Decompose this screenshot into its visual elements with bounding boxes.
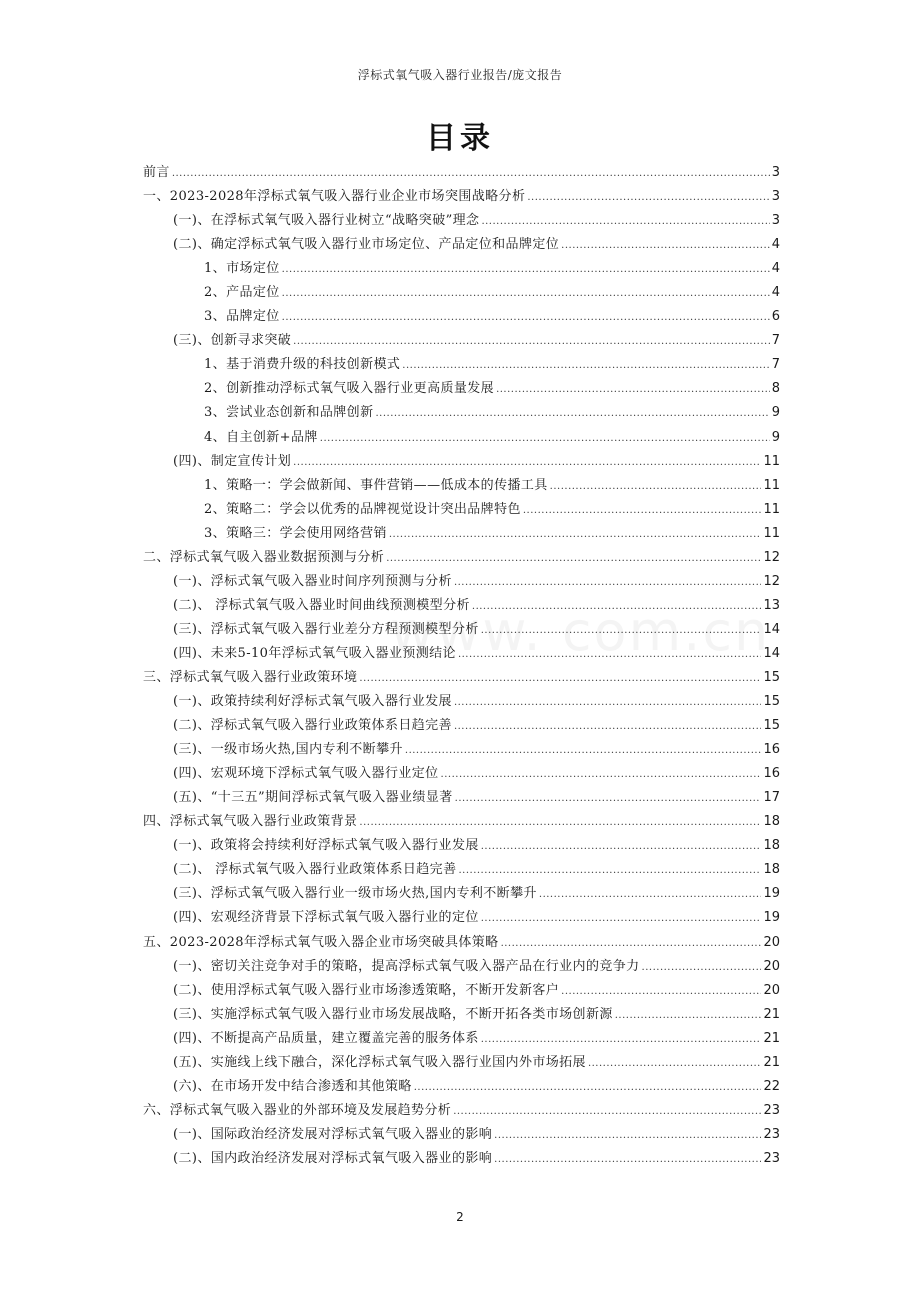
- toc-entry-page: 20: [763, 934, 780, 950]
- toc-entry[interactable]: [143, 834, 780, 858]
- toc-entry[interactable]: [143, 161, 780, 185]
- toc-entry-page: 21: [763, 1054, 780, 1070]
- toc-dot-leader: [472, 595, 762, 619]
- toc-entry[interactable]: [143, 257, 780, 281]
- toc-dot-leader: [172, 162, 770, 186]
- toc-entry-page: 19: [763, 910, 780, 926]
- toc-entry[interactable]: [143, 401, 780, 425]
- toc-entry-page: 9: [771, 429, 780, 445]
- toc-entry[interactable]: [143, 594, 780, 618]
- toc-entry-title[interactable]: (四)、未来5-10年浮标式氧气吸入器业预测结论: [173, 645, 456, 661]
- toc-dot-leader: [496, 378, 770, 402]
- toc-entry[interactable]: [143, 618, 780, 642]
- toc-dot-leader: [458, 643, 762, 667]
- toc-entry[interactable]: [143, 955, 780, 979]
- toc-entry-page: 11: [763, 477, 780, 493]
- toc-entry-page: 7: [771, 333, 780, 349]
- toc-entry[interactable]: [143, 882, 780, 906]
- toc-dot-leader: [550, 475, 762, 499]
- toc-dot-leader: [494, 1148, 761, 1172]
- toc-dot-leader: [588, 1052, 762, 1076]
- toc-dot-leader: [481, 1028, 762, 1052]
- toc-dot-leader: [441, 763, 762, 787]
- toc-entry-title[interactable]: 1、基于消费升级的科技创新模式: [204, 357, 401, 373]
- toc-entry-page: 23: [763, 1126, 780, 1142]
- page-title: 目录: [426, 121, 494, 156]
- toc-entry-page: 12: [763, 549, 780, 565]
- toc-entry-title[interactable]: 一、2023-2028年浮标式氧气吸入器行业企业市场突围战略分析: [143, 189, 526, 205]
- toc-entry[interactable]: [143, 1027, 780, 1051]
- toc-dot-leader: [615, 1004, 762, 1028]
- toc-entry-page: 7: [771, 357, 780, 373]
- toc-entry-page: 18: [763, 862, 780, 878]
- toc-dot-leader: [523, 499, 762, 523]
- toc-dot-leader: [359, 667, 761, 691]
- toc-entry-title[interactable]: 2、创新推动浮标式氧气吸入器行业更高质量发展: [204, 381, 495, 397]
- toc-entry[interactable]: [143, 498, 780, 522]
- toc-entry-title[interactable]: (六)、在市场开发中结合渗透和其他策略: [173, 1078, 412, 1094]
- toc-dot-leader: [481, 619, 762, 643]
- toc-dot-leader: [320, 427, 770, 451]
- toc-entry-title[interactable]: (一)、浮标式氧气吸入器业时间序列预测与分析: [173, 573, 452, 589]
- toc-entry-title[interactable]: (四)、不断提高产品质量，建立覆盖完善的服务体系: [173, 1030, 479, 1046]
- toc-entry-title[interactable]: (五)、“十三五”期间浮标式氧气吸入器业绩显著: [173, 790, 453, 806]
- toc-entry-title[interactable]: (四)、制定宣传计划: [173, 453, 292, 469]
- toc-entry-title[interactable]: (一)、在浮标式氧气吸入器行业树立“战略突破”理念: [173, 213, 480, 229]
- toc-entry[interactable]: [143, 786, 780, 810]
- toc-dot-leader: [458, 859, 761, 883]
- toc-entry[interactable]: [143, 738, 780, 762]
- toc-entry-title[interactable]: (二)、 浮标式氧气吸入器行业政策体系日趋完善: [173, 862, 457, 878]
- toc-entry-page: 16: [763, 742, 780, 758]
- toc-entry[interactable]: [143, 233, 780, 257]
- toc-entry-title[interactable]: (一)、国际政治经济发展对浮标式氧气吸入器业的影响: [173, 1126, 493, 1142]
- toc-entry-title[interactable]: 四、浮标式氧气吸入器行业政策背景: [143, 814, 358, 830]
- toc-dot-leader: [414, 1076, 762, 1100]
- toc-entry[interactable]: [143, 329, 780, 353]
- toc-entry-page: 14: [763, 645, 780, 661]
- toc-dot-leader: [402, 354, 769, 378]
- toc-entry[interactable]: [143, 931, 780, 955]
- toc-entry-page: 6: [771, 309, 780, 325]
- toc-entry[interactable]: [143, 281, 780, 305]
- toc-entry-page: 11: [763, 453, 780, 469]
- toc-entry[interactable]: [143, 690, 780, 714]
- toc-entry-title[interactable]: (二)、 浮标式氧气吸入器业时间曲线预测模型分析: [173, 597, 470, 613]
- toc-entry-title[interactable]: 三、浮标式氧气吸入器行业政策环境: [143, 669, 358, 685]
- toc-entry-page: 12: [763, 573, 780, 589]
- toc-entry-title[interactable]: (二)、国内政治经济发展对浮标式氧气吸入器业的影响: [173, 1150, 493, 1166]
- toc-entry[interactable]: [143, 377, 780, 401]
- toc-entry-page: 16: [763, 766, 780, 782]
- toc-entry[interactable]: [143, 858, 780, 882]
- toc-entry-page: 3: [771, 213, 780, 229]
- toc-entry-page: 15: [763, 694, 780, 710]
- toc-entry-title[interactable]: (四)、宏观环境下浮标式氧气吸入器行业定位: [173, 766, 439, 782]
- toc-entry[interactable]: [143, 426, 780, 450]
- toc-entry-title[interactable]: (五)、实施线上线下融合，深化浮标式氧气吸入器行业国内外市场拓展: [173, 1054, 586, 1070]
- toc-entry-title[interactable]: 2、策略二：学会以优秀的品牌视觉设计突出品牌特色: [204, 501, 521, 517]
- toc-entry-page: 4: [771, 261, 780, 277]
- toc-entry[interactable]: [143, 1147, 780, 1171]
- toc-dot-leader: [405, 739, 762, 763]
- toc-entry-title[interactable]: (一)、政策将会持续利好浮标式氧气吸入器行业发展: [173, 838, 479, 854]
- toc-entry-page: 20: [763, 982, 780, 998]
- toc-entry-page: 3: [771, 165, 780, 180]
- toc-entry-title[interactable]: 六、浮标式氧气吸入器业的外部环境及发展趋势分析: [143, 1102, 452, 1118]
- toc-entry[interactable]: [143, 906, 780, 930]
- toc-entry-page: 23: [763, 1150, 780, 1166]
- toc-entry-page: 11: [763, 501, 780, 517]
- toc-entry[interactable]: [143, 714, 780, 738]
- toc-entry-title[interactable]: 3、尝试业态创新和品牌创新: [204, 405, 374, 421]
- toc-entry[interactable]: [143, 1099, 780, 1123]
- toc-entry-title[interactable]: 五、2023-2028年浮标式氧气吸入器企业市场突破具体策略: [143, 934, 499, 950]
- toc-entry-page: 20: [763, 958, 780, 974]
- toc-entry[interactable]: [143, 979, 780, 1003]
- toc-entry[interactable]: [143, 666, 780, 690]
- toc-dot-leader: [453, 1100, 761, 1124]
- toc-dot-leader: [642, 956, 762, 980]
- toc-entry[interactable]: [143, 209, 780, 233]
- toc-entry-page: 15: [763, 718, 780, 734]
- toc-entry[interactable]: [143, 353, 780, 377]
- toc-entry[interactable]: [143, 1051, 780, 1075]
- toc-dot-leader: [494, 1124, 761, 1148]
- toc-dot-leader: [454, 715, 762, 739]
- toc-entry-title[interactable]: (一)、政策持续利好浮标式氧气吸入器行业发展: [173, 694, 452, 710]
- toc-entry-title[interactable]: 前言: [143, 165, 170, 180]
- toc-dot-leader: [282, 282, 770, 306]
- toc-entry[interactable]: [143, 474, 780, 498]
- toc-entry-page: 14: [763, 621, 780, 637]
- toc-dot-leader: [386, 547, 761, 571]
- toc-entry-title[interactable]: 二、浮标式氧气吸入器业数据预测与分析: [143, 549, 385, 565]
- toc-entry-title[interactable]: (三)、一级市场火热,国内专利不断攀升: [173, 742, 403, 758]
- toc-entry-title[interactable]: 2、产品定位: [204, 285, 280, 301]
- toc-entry[interactable]: [143, 185, 780, 209]
- toc-entry-page: 3: [771, 189, 780, 205]
- toc-entry-title[interactable]: 3、品牌定位: [204, 309, 280, 325]
- toc-entry[interactable]: [143, 522, 780, 546]
- toc-entry-page: 13: [763, 597, 780, 613]
- toc-entry-page: 8: [771, 381, 780, 397]
- toc-entry[interactable]: [143, 810, 780, 834]
- toc-entry-page: 21: [763, 1030, 780, 1046]
- toc-dot-leader: [501, 932, 762, 956]
- toc-dot-leader: [561, 234, 770, 258]
- toc-entry-page: 22: [763, 1078, 780, 1094]
- toc-entry-page: 18: [763, 814, 780, 830]
- toc-dot-leader: [481, 907, 762, 931]
- toc-entry-page: 19: [763, 886, 780, 902]
- toc-entry[interactable]: [143, 305, 780, 329]
- toc-entry-title[interactable]: (三)、浮标式氧气吸入器行业一级市场火热,国内专利不断攀升: [173, 886, 537, 902]
- toc-entry-page: 4: [771, 285, 780, 301]
- toc-entry-title[interactable]: 3、策略三：学会使用网络营销: [204, 525, 387, 541]
- toc-dot-leader: [293, 451, 761, 475]
- toc-dot-leader: [481, 210, 769, 234]
- toc-dot-leader: [481, 835, 762, 859]
- toc-entry[interactable]: [143, 762, 780, 786]
- toc-dot-leader: [375, 402, 769, 426]
- toc-entry-title[interactable]: (二)、浮标式氧气吸入器行业政策体系日趋完善: [173, 718, 452, 734]
- toc-entry[interactable]: [143, 1123, 780, 1147]
- toc-dot-leader: [389, 523, 762, 547]
- toc-entry-page: 17: [763, 790, 780, 806]
- toc-entry-page: 4: [771, 237, 780, 253]
- toc-dot-leader: [282, 258, 770, 282]
- toc-entry-title[interactable]: (三)、浮标式氧气吸入器行业差分方程预测模型分析: [173, 621, 479, 637]
- page-number: 2: [456, 1210, 464, 1224]
- toc-entry-title[interactable]: 4、自主创新+品牌: [204, 429, 318, 445]
- toc-entry-title[interactable]: (二)、确定浮标式氧气吸入器行业市场定位、产品定位和品牌定位: [173, 237, 560, 253]
- toc-entry-title[interactable]: (三)、创新寻求突破: [173, 333, 292, 349]
- page-header: 浮标式氧气吸入器行业报告/庞文报告: [357, 68, 563, 82]
- toc-entry[interactable]: [143, 642, 780, 666]
- toc-dot-leader: [282, 306, 770, 330]
- table-of-contents: [143, 161, 780, 1171]
- toc-entry-title[interactable]: (三)、实施浮标式氧气吸入器行业市场发展战略，不断开拓各类市场创新源: [173, 1006, 613, 1022]
- toc-entry-page: 9: [771, 405, 780, 421]
- toc-entry-title[interactable]: 1、市场定位: [204, 261, 280, 277]
- toc-entry[interactable]: [143, 570, 780, 594]
- toc-entry-page: 21: [763, 1006, 780, 1022]
- toc-entry-page: 23: [763, 1102, 780, 1118]
- toc-dot-leader: [293, 330, 770, 354]
- toc-entry[interactable]: [143, 1075, 780, 1099]
- toc-dot-leader: [561, 980, 761, 1004]
- toc-dot-leader: [527, 186, 769, 210]
- toc-entry[interactable]: [143, 450, 780, 474]
- toc-dot-leader: [454, 571, 762, 595]
- toc-dot-leader: [454, 691, 762, 715]
- toc-entry-title[interactable]: (四)、宏观经济背景下浮标式氧气吸入器行业的定位: [173, 910, 479, 926]
- toc-entry-title[interactable]: 1、策略一：学会做新闻、事件营销——低成本的传播工具: [204, 477, 548, 493]
- toc-entry-page: 15: [763, 669, 780, 685]
- toc-entry-page: 11: [763, 525, 780, 541]
- toc-entry-title[interactable]: (二)、使用浮标式氧气吸入器行业市场渗透策略，不断开发新客户: [173, 982, 560, 998]
- toc-dot-leader: [539, 883, 762, 907]
- toc-entry-page: 18: [763, 838, 780, 854]
- toc-entry[interactable]: [143, 546, 780, 570]
- toc-dot-leader: [455, 787, 762, 811]
- toc-dot-leader: [359, 811, 761, 835]
- toc-entry-title[interactable]: (一)、密切关注竞争对手的策略，提高浮标式氧气吸入器产品在行业内的竞争力: [173, 958, 640, 974]
- toc-entry[interactable]: [143, 1003, 780, 1027]
